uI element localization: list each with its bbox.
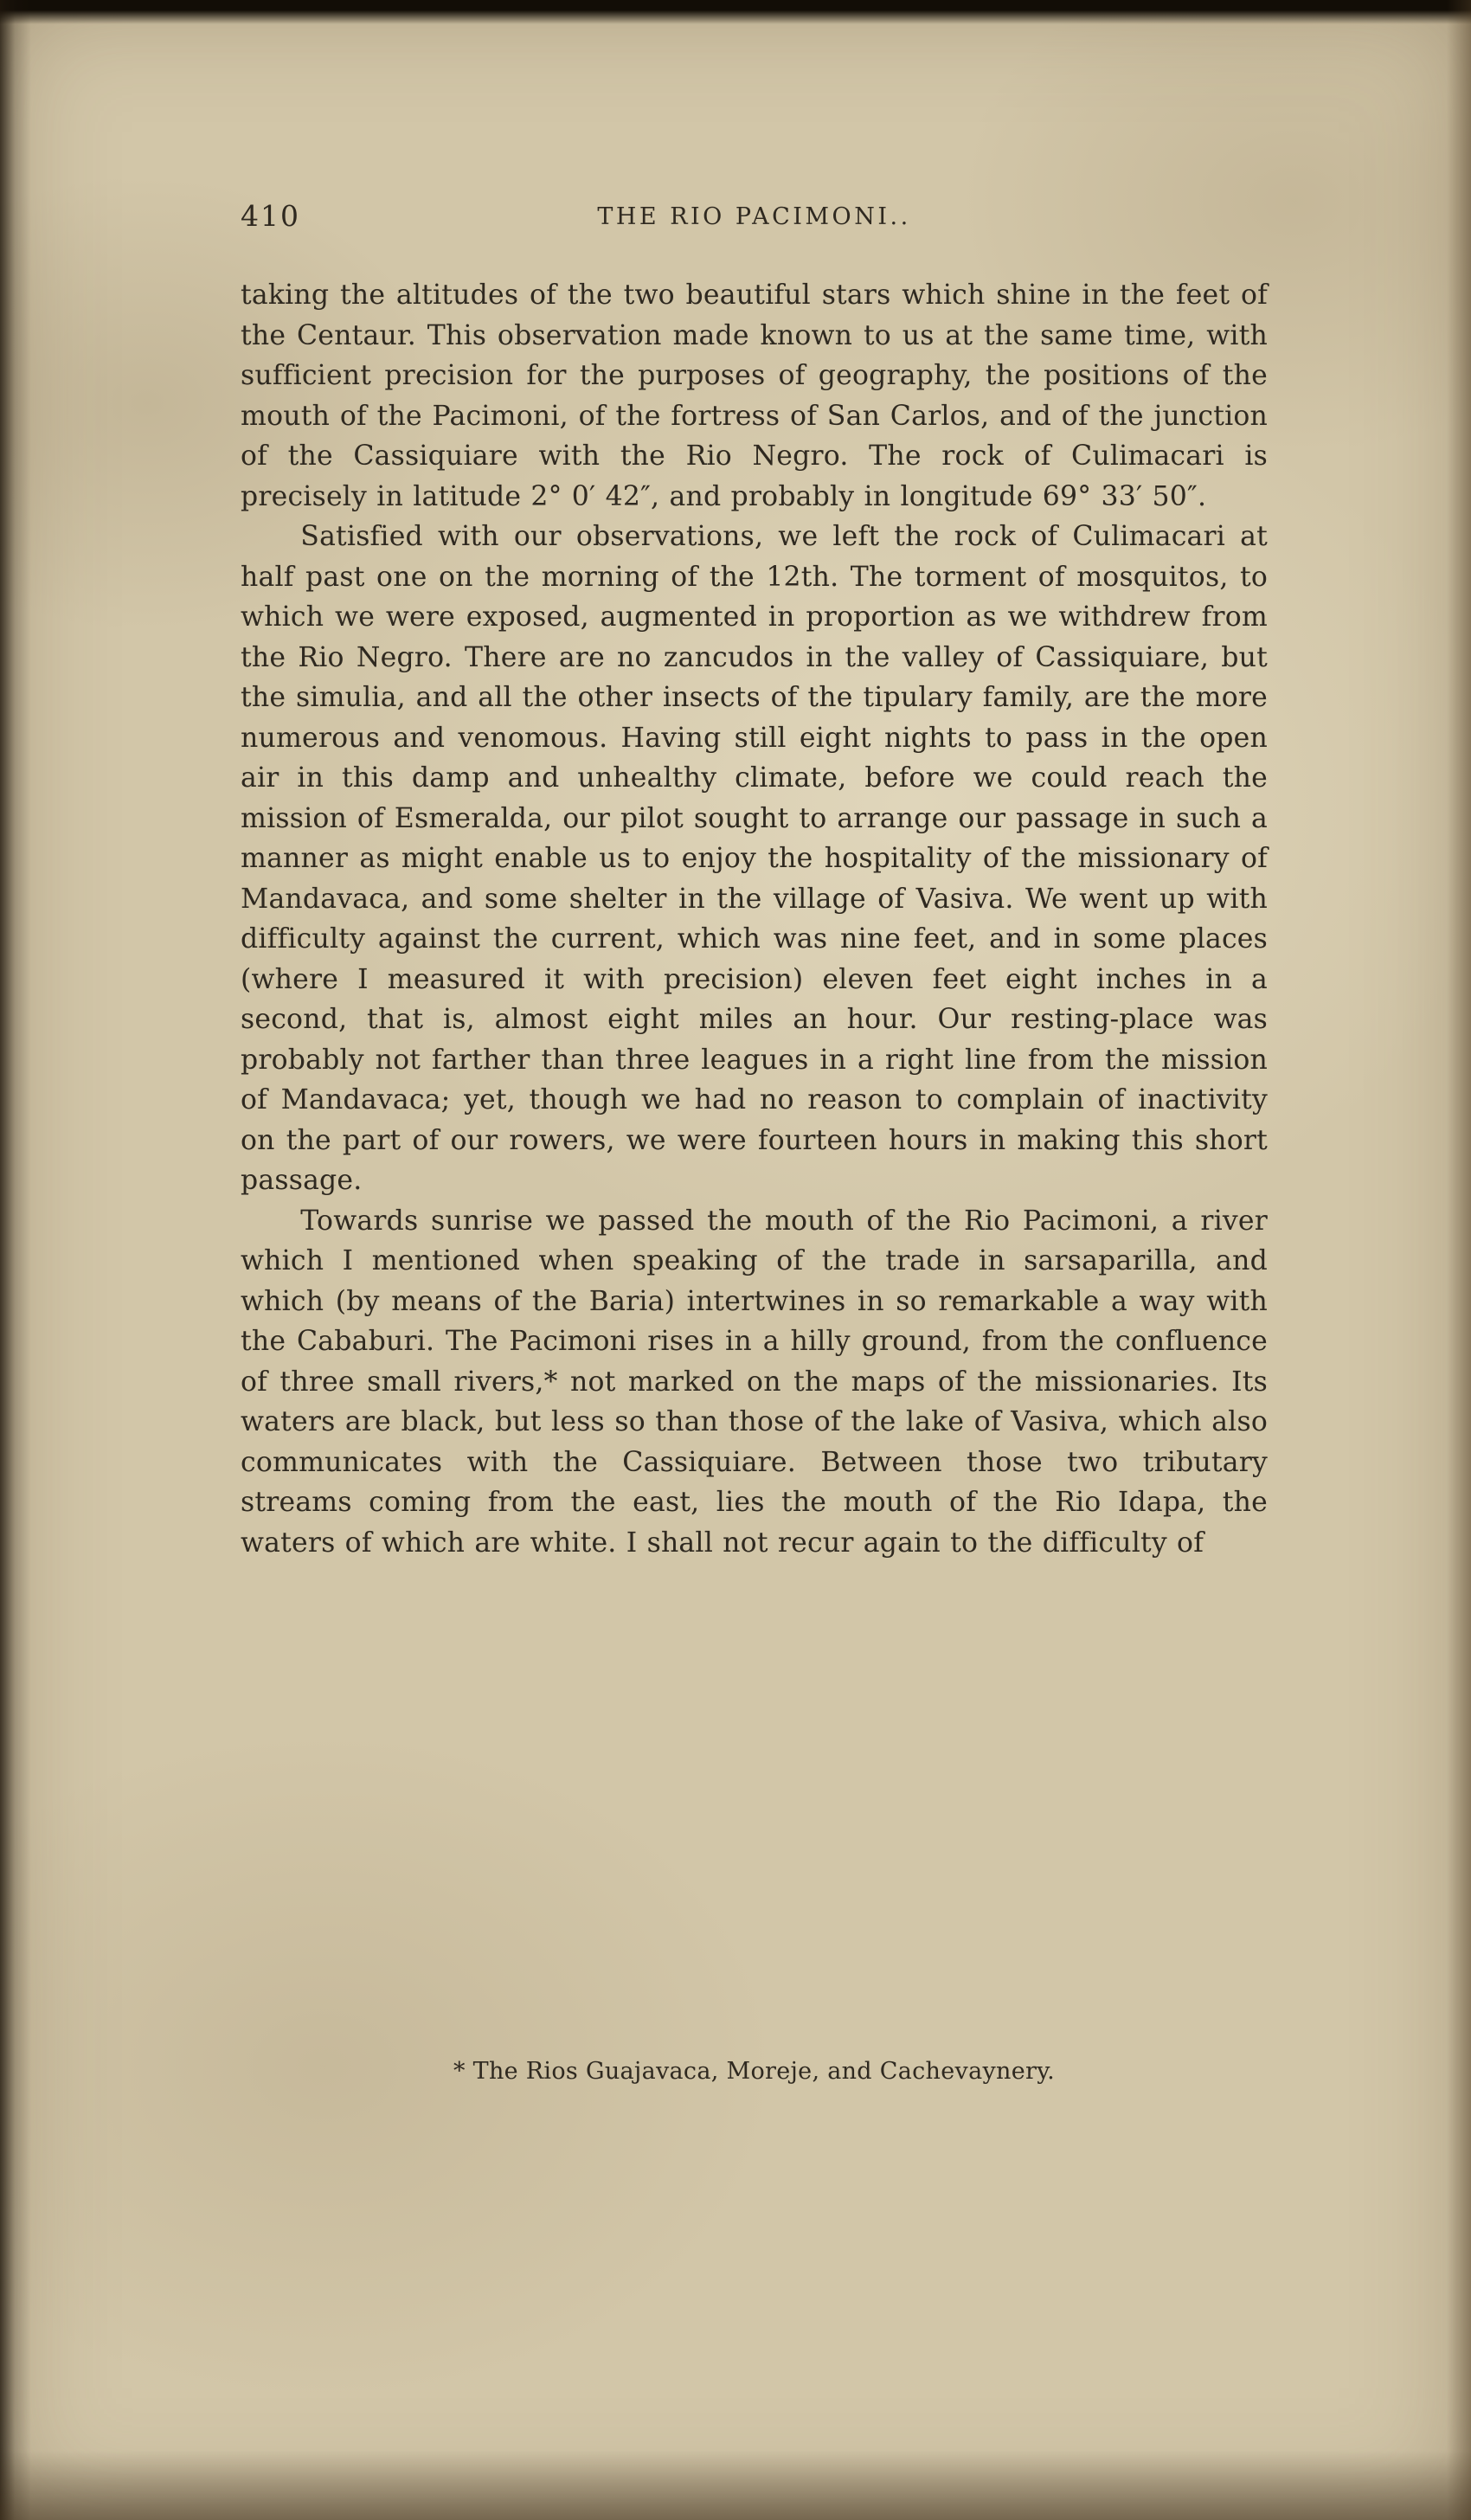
running-header: THE RIO PACIMONI.. (597, 203, 911, 230)
page-number: 410 (241, 199, 300, 233)
scan-edge-left (0, 0, 31, 2520)
page-body (241, 275, 1268, 1563)
footnote: * The Rios Guajavaca, Moreje, and Cachevaynery. (453, 2058, 1056, 2085)
scan-edge-top (0, 0, 1471, 24)
paragraph: Satisfied with our observations, we left the rock of Culimacari at half past one on the morning of the 12th. The torment of mosquitos, to which we were exposed, augmented in proportion as we withdrew from the Rio Negro. There are no zancudos in the valley of Cassiquiare, but the simulia, and all the other insects of the tipulary family, are the more numerous and venomous. Having still eight nights to pass in the open air in this damp and unhealthy climate, before we could reach the mission of Esmeralda, our pilot sought to arrange our passage in such a manner as might enable us to enjoy the hospitality of the missionary of Mandavaca, and some shelter in the village of Vasiva. We went up with difficulty against the current, which was nine feet, and in some places (where I measured it with precision) eleven feet eight inches in a second, that is, almost eight miles an hour. Our resting-place was probably not farther than three leagues in a right line from the mission of Mandavaca; yet, though we had no reason to complain of inactivity on the part of our rowers, we were fourteen hours in making this short passage. (241, 521, 1268, 1196)
paragraph: Towards sunrise we passed the mouth of the Rio Pacimoni, a river which I mentioned when speaking of the trade in sarsaparilla, and which (by means of the Baria) intertwines in so remarkable a way with the Cababuri. The Pacimoni rises in a hilly ground, from the confluence of three small rivers,* not marked on the maps of the missionaries. Its waters are black, but less so than those of the lake of Vasiva, which also communicates with the Cassiquiare. Between those two tributary streams coming from the east, lies the mouth of the Rio Idapa, the waters of which are white. I shall not recur again to the difficulty of (241, 1205, 1268, 1559)
paragraph-continuation: taking the altitudes of the two beautiful stars which shine in the feet of the Centaur. This observation made known to us at the same time, with sufficient precision for the purposes of geography, the positions of the mouth of the Pacimoni, of the fortress of San Carlos, and of the junction of the Cassiquiare with the Rio Negro. The rock of Culimacari is precisely in latitude 2° 0′ 42″, and probably in longitude 69° 33′ 50″. (241, 280, 1268, 512)
scan-edge-right (1447, 0, 1471, 2520)
scan-edge-bottom (0, 2451, 1471, 2520)
page-header (241, 199, 1268, 246)
